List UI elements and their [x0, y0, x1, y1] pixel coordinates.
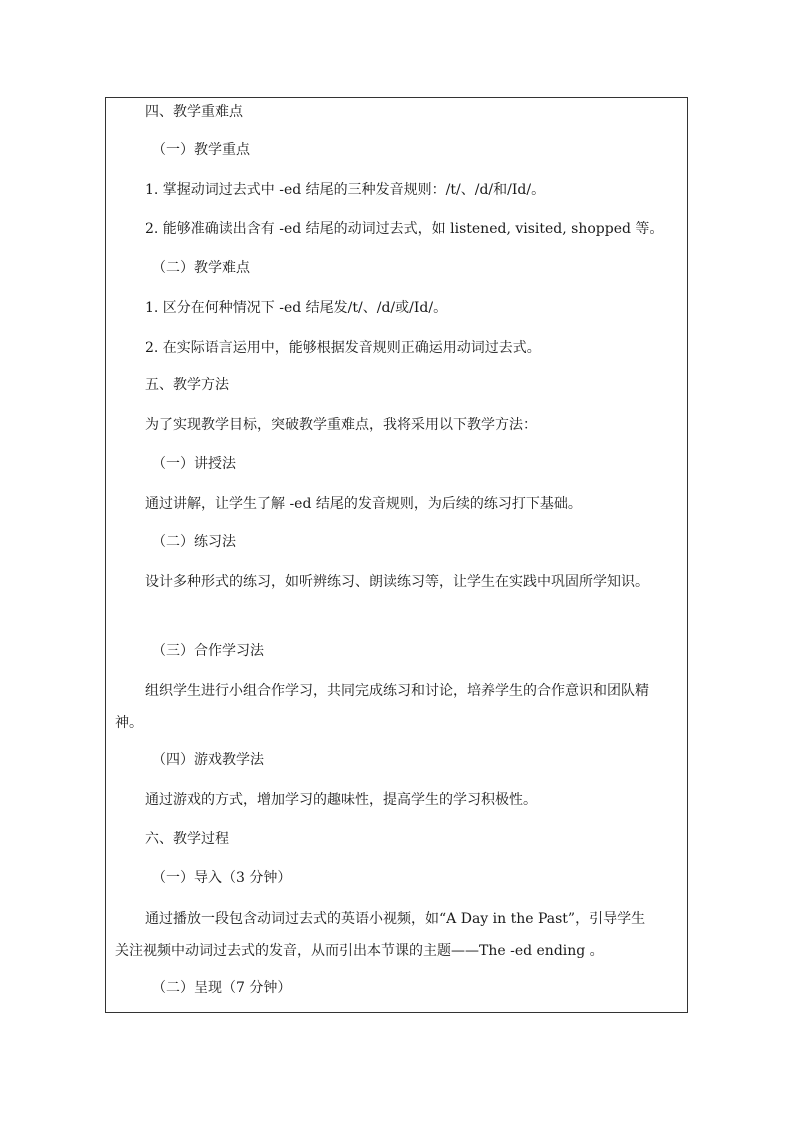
paragraph: 设计多种形式的练习，如听辨练习、朗读练习等，让学生在实践中巩固所学知识。: [145, 574, 649, 590]
subsection-heading: （二）呈现（7 分钟）: [152, 980, 292, 996]
section-heading: 五、教学方法: [145, 377, 229, 393]
list-item: 2. 在实际语言运用中，能够根据发音规则正确运用动词过去式。: [145, 340, 541, 356]
paragraph: 通过播放一段包含动词过去式的英语小视频，如“A Day in the Past”，引导学生关注视频中动词过去式的发音，从而引出本节课的主题——The -ed ending 。: [115, 911, 646, 959]
paragraph: 为了实现教学目标，突破教学重难点，我将采用以下教学方法：: [145, 417, 537, 433]
paragraph: 通过讲解，让学生了解 -ed 结尾的发音规则，为后续的练习打下基础。: [145, 496, 582, 512]
section-heading: 六、教学过程: [145, 831, 229, 847]
list-item: 2. 能够准确读出含有 -ed 结尾的动词过去式，如 listened, visited, shopped 等。: [145, 221, 664, 237]
paragraph: 组织学生进行小组合作学习，共同完成练习和讨论，培养学生的合作意识和团队精神。: [115, 683, 649, 731]
subsection-heading: （一）讲授法: [152, 456, 236, 472]
subsection-heading: （四）游戏教学法: [152, 752, 264, 768]
list-item: 1. 区分在何种情况下 -ed 结尾发/t/、/d/或/Id/。: [145, 300, 448, 316]
paragraph: 通过游戏的方式，增加学习的趣味性，提高学生的学习积极性。: [145, 792, 537, 808]
subsection-heading: （一）教学重点: [152, 142, 250, 158]
subsection-heading: （一）导入（3 分钟）: [152, 870, 292, 886]
subsection-heading: （二）练习法: [152, 534, 236, 550]
subsection-heading: （二）教学难点: [152, 260, 250, 276]
section-heading: 四、教学重难点: [145, 104, 243, 120]
list-item: 1. 掌握动词过去式中 -ed 结尾的三种发音规则：/t/、/d/和/Id/。: [145, 182, 546, 198]
subsection-heading: （三）合作学习法: [152, 643, 264, 659]
